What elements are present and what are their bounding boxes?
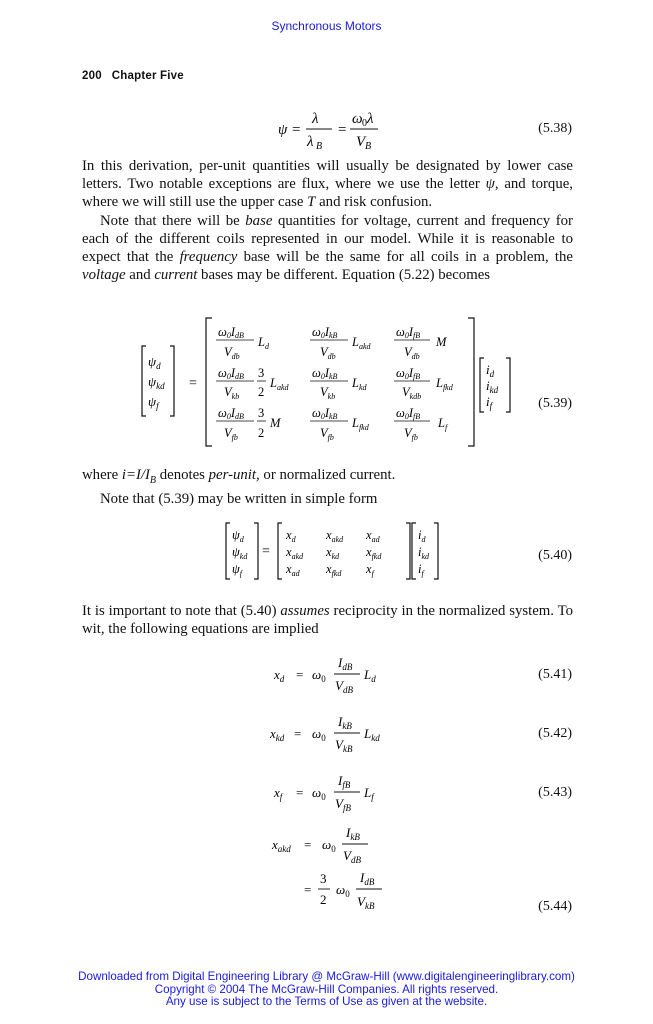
math: i=I/I: [121, 467, 150, 483]
page-header: [82, 70, 194, 82]
svg-text:xf: $x_f$: [366, 562, 374, 578]
svg-text:3: 3: [258, 406, 265, 420]
svg-text:if: $i_f$: [418, 562, 424, 578]
svg-text:Vkb: $V_{kb}$: [320, 385, 336, 401]
svg-text:Lfkd: $L_{fkd}$: [352, 416, 369, 432]
emphasis: assumes: [280, 603, 330, 619]
text: or normalized current.: [259, 467, 396, 483]
svg-text:IkB: $I_{kB}$: [338, 714, 352, 731]
svg-text:ω0IdB: ω0IdB: [218, 366, 244, 381]
svg-text:=: =: [189, 376, 197, 391]
svg-text:id: $i_d$: [418, 528, 426, 544]
text: In this derivation, per-unit quantities will usually be designated by lower case letters. Two notable exceptions are flux, where we use the letter: [82, 158, 573, 193]
svg-text:ψkd: $\psi_{kd}$: [232, 545, 248, 561]
svg-text:ω0IdB: ω0IdB: [218, 406, 244, 421]
equation-5-39: [130, 316, 530, 450]
svg-text:xad: $x_{ad}$: [366, 528, 380, 544]
svg-text:Vkdb: $V_{kdb}$: [402, 385, 422, 401]
svg-text:VdB: $V_{dB}$: [335, 678, 353, 695]
footer: [0, 971, 653, 1009]
text: base will be the same for all coils in a problem, the: [237, 249, 573, 266]
equation-5-38: [260, 106, 390, 152]
svg-text:xf: $x_f$: [274, 785, 283, 802]
svg-text:IdB: $I_{dB}$: [360, 870, 375, 887]
svg-text:xfkd: $x_{fkd}$: [326, 562, 342, 578]
chapter-title: Chapter Five: [111, 70, 184, 82]
svg-text:Vfb: $V_{fb}$: [320, 426, 334, 442]
svg-text:Ld: $L_d$: [258, 335, 269, 351]
footer-terms: Any use is subject to the Terms of Use as given at the website.: [165, 995, 488, 1009]
equation-number: (5.39): [538, 396, 572, 411]
text: where: [82, 467, 122, 483]
svg-text:=: =: [262, 544, 270, 559]
text: , and torque, where we will still use the upper case: [82, 176, 573, 211]
emphasis: current: [154, 267, 198, 284]
svg-text:ω0: $\omega_0$: [322, 837, 336, 854]
text: reciprocity in the normalized system. To wit, the following equations are implied: [82, 603, 573, 638]
text: and: [125, 267, 155, 284]
page-number: 200: [82, 70, 102, 82]
svg-text:xkd: $x_{kd}$: [270, 726, 285, 743]
text: bases may be different. Equation (5.22) becomes: [197, 267, 491, 284]
equation-5-42: [264, 711, 404, 755]
svg-text:ψd: $\psi_d$: [148, 354, 161, 371]
text: and risk confusion.: [315, 194, 433, 211]
symbol: ψ: [485, 176, 495, 193]
equation-number: (5.44): [538, 899, 572, 914]
svg-text:=: =: [296, 785, 304, 800]
svg-text:xad: $x_{ad}$: [286, 562, 300, 578]
svg-text:VdB: $V_{dB}$: [343, 848, 361, 865]
svg-text:xkd: $x_{kd}$: [326, 545, 340, 561]
symbol: T: [307, 194, 316, 211]
svg-text:ω0IdB: ω0IdB: [218, 325, 244, 340]
svg-text:Lakd: $L_{akd}$: [270, 376, 289, 392]
equation-5-44: [266, 822, 406, 918]
svg-text:2: 2: [258, 426, 265, 440]
svg-text:VfB: $V_{fB}$: [335, 796, 351, 813]
svg-text:ikd: $i_{kd}$: [418, 545, 430, 561]
svg-text:ω0: $\omega_0$: [312, 785, 326, 802]
emphasis: per-unit,: [208, 467, 260, 483]
svg-text:2: 2: [320, 892, 327, 907]
svg-text:Vdb: $V_{db}$: [224, 345, 240, 361]
svg-text:λ: λ: [367, 111, 374, 127]
svg-text:IfB: $I_{fB}$: [338, 773, 351, 790]
svg-text:ω: ω: [352, 111, 363, 127]
svg-text:xfkd: $x_{fkd}$: [366, 545, 382, 561]
svg-text:2: 2: [258, 385, 265, 399]
svg-text:ψf: $\psi_f$: [148, 394, 159, 411]
math-subscript: B: [149, 474, 157, 486]
svg-text:0: 0: [362, 118, 367, 129]
svg-text:=: =: [338, 122, 347, 138]
svg-text:IdB: $I_{dB}$: [338, 655, 353, 672]
svg-text:ω0IfB: ω0IfB: [396, 406, 421, 421]
svg-text:M: M: [270, 416, 281, 430]
svg-text:ω0: $\omega_0$: [336, 882, 350, 899]
svg-text:xakd: $x_{akd}$: [286, 545, 304, 561]
paragraph: [82, 157, 573, 284]
svg-text:VkB: $V_{kB}$: [335, 737, 353, 754]
svg-text:xd: $x_d$: [274, 667, 285, 684]
svg-text:ω0IkB: ω0IkB: [312, 325, 338, 340]
svg-text:Vkb: $V_{kb}$: [224, 385, 240, 401]
svg-text:=: =: [294, 726, 302, 741]
equation-5-40: [210, 519, 450, 585]
svg-text:ψ: ψ: [278, 122, 288, 138]
svg-text:ω0IfB: ω0IfB: [396, 325, 421, 340]
svg-text:Vdb: $V_{db}$: [320, 345, 336, 361]
paragraph: [82, 466, 573, 508]
svg-text:Ld: $L_d$: [364, 667, 376, 684]
svg-text:=: =: [304, 837, 312, 852]
svg-text:if: $i_f$: [486, 394, 493, 411]
svg-text:xakd: $x_{akd}$: [326, 528, 344, 544]
svg-text:ψkd: $\psi_{kd}$: [148, 374, 165, 391]
footer-copyright: Copyright © 2004 The McGraw-Hill Companies. All rights reserved.: [154, 982, 499, 996]
text: quantities for voltage, current and frequency for each of the different coils represented in our model. While it is reasonable to expect that the: [82, 212, 573, 266]
equation-number: (5.40): [538, 548, 572, 563]
svg-text:λ: λ: [312, 111, 319, 127]
svg-text:Vfb: $V_{fb}$: [224, 426, 238, 442]
svg-text:3: 3: [320, 871, 327, 886]
svg-text:Vfb: $V_{fb}$: [404, 426, 418, 442]
emphasis: frequency: [179, 249, 238, 266]
svg-text:xd: $x_d$: [286, 528, 296, 544]
svg-text:ω0IkB: ω0IkB: [312, 406, 338, 421]
paragraph: [82, 602, 573, 638]
svg-text:V: V: [356, 134, 366, 150]
svg-text:ω0IfB: ω0IfB: [396, 366, 421, 381]
svg-text:λ: λ: [307, 134, 314, 150]
svg-text:ω0: $\omega_0$: [312, 726, 326, 743]
svg-text:M: M: [436, 335, 447, 349]
equation-number: (5.43): [538, 785, 572, 800]
equation-number: (5.42): [538, 726, 572, 741]
svg-text:ω0IkB: ω0IkB: [312, 366, 338, 381]
svg-text:Vdb: $V_{db}$: [404, 345, 420, 361]
text: It is important to note that (5.40): [82, 603, 281, 619]
emphasis: voltage: [82, 267, 126, 284]
svg-text:Lakd: $L_{akd}$: [352, 335, 371, 351]
equation-5-41: [268, 652, 398, 696]
equation-number: (5.38): [538, 121, 572, 136]
text: denotes: [156, 467, 209, 483]
text: Note that there will be: [100, 212, 246, 229]
svg-text:=: =: [296, 667, 304, 682]
equation-number: (5.41): [538, 667, 572, 682]
svg-text:Lkd: $L_{kd}$: [352, 376, 367, 392]
svg-text:id: $i_d$: [486, 362, 495, 379]
svg-text:3: 3: [258, 366, 265, 380]
equation-5-43: [268, 770, 398, 814]
svg-text:B: B: [316, 141, 323, 152]
svg-text:ψf: $\psi_f$: [232, 562, 242, 578]
svg-text:ikd: $i_{kd}$: [486, 378, 499, 395]
svg-text:IkB: $I_{kB}$: [346, 825, 360, 842]
svg-text:xakd: $x_{akd}$: [272, 837, 291, 854]
svg-text:=: =: [304, 882, 312, 897]
svg-text:ψd: $\psi_d$: [232, 528, 244, 544]
svg-text:Lf: $L_f$: [438, 416, 448, 432]
svg-text:Lkd: $L_{kd}$: [364, 726, 380, 743]
footer-download-notice: Downloaded from Digital Engineering Library @ McGraw-Hill (www.digitalengineeringlibrary.com): [78, 970, 575, 983]
svg-text:Lf: $L_f$: [364, 785, 374, 802]
text: Note that (5.39) may be written in simple form: [100, 491, 378, 508]
svg-text:=: =: [292, 122, 301, 138]
svg-text:VkB: $V_{kB}$: [357, 894, 375, 911]
svg-text:B: B: [365, 141, 372, 152]
svg-text:Lfkd: $L_{fkd}$: [436, 376, 453, 392]
running-head: Synchronous Motors: [271, 19, 382, 33]
emphasis: base: [245, 212, 273, 229]
svg-text:ω0: $\omega_0$: [312, 667, 326, 684]
